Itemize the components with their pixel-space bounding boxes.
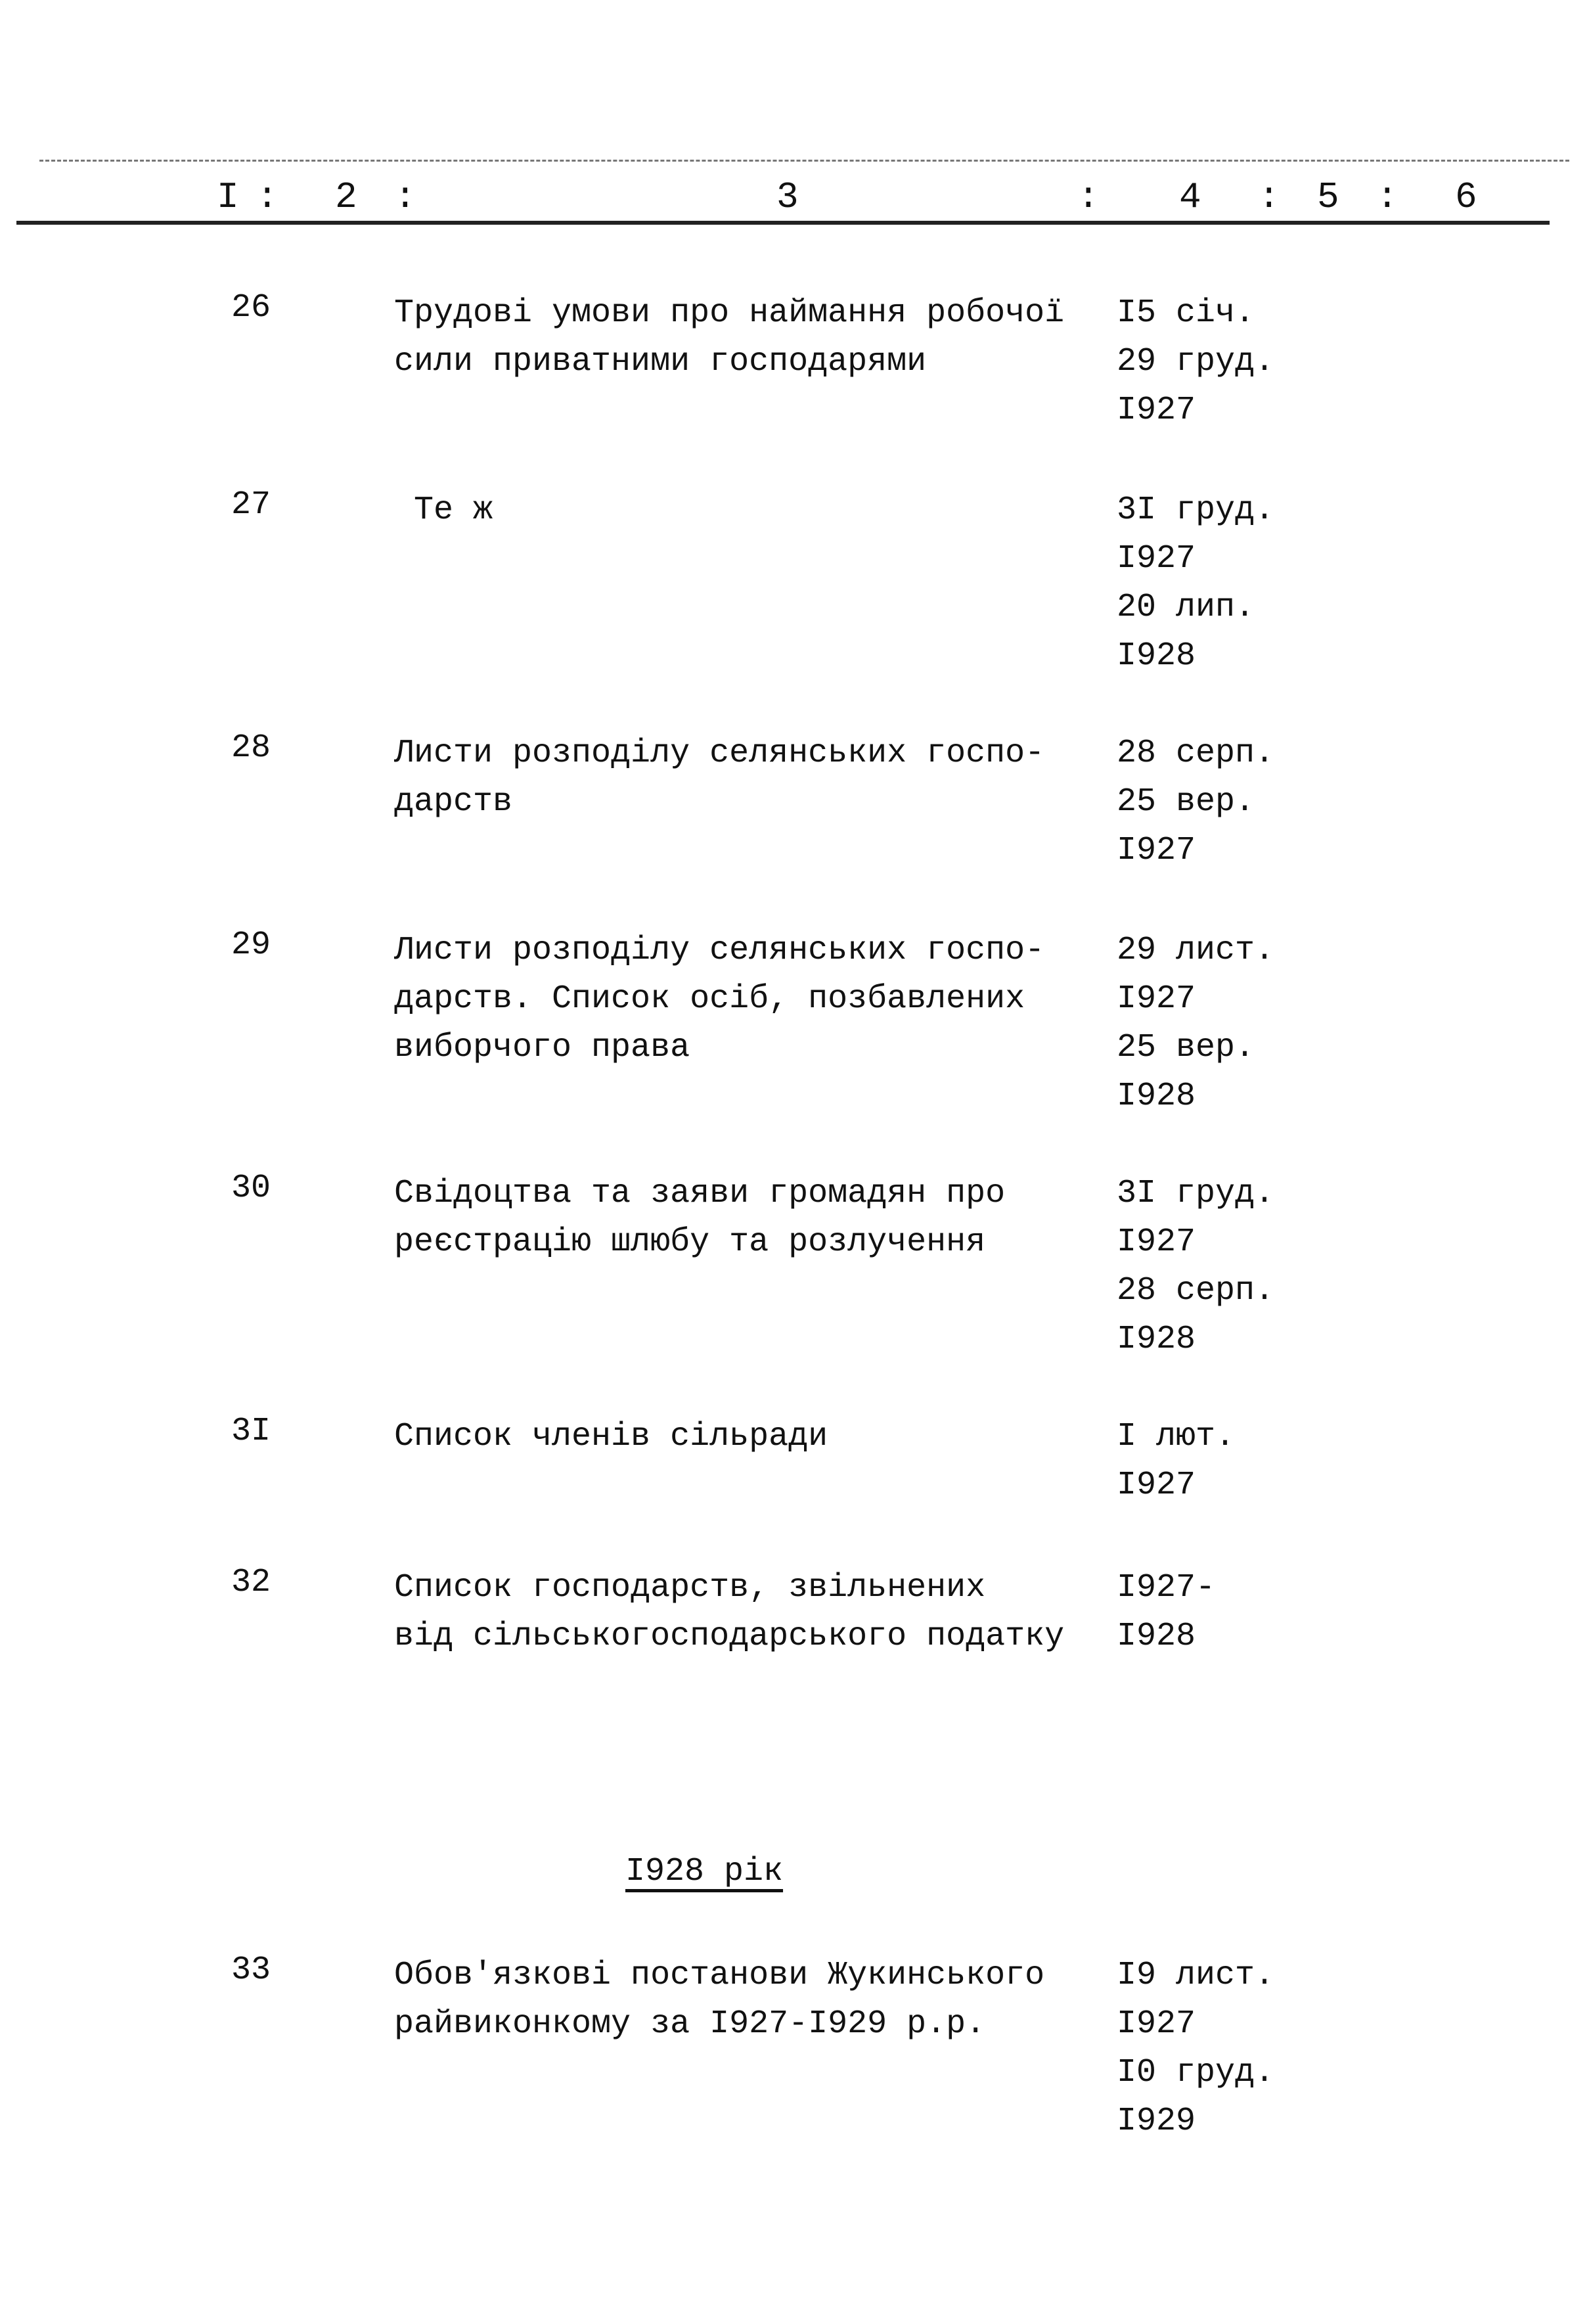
entry-title-line: Листи розподілу селянських госпо-	[394, 932, 1045, 969]
entry-date-line: I927	[1117, 980, 1196, 1018]
entry-date-line: I0 груд.	[1117, 2054, 1275, 2091]
entry-dates	[1117, 1170, 1274, 1364]
entry-date-line: I928	[1117, 1618, 1196, 1655]
entry-title-line: Список господарств, звільнених	[394, 1569, 986, 1606]
header-rule	[16, 221, 1550, 225]
column-separator: :	[1376, 176, 1399, 218]
column-number-3: 3	[776, 176, 799, 218]
entry-title-line: дарств	[394, 783, 513, 821]
entry-date-line: 25 вер.	[1117, 1029, 1255, 1066]
entry-number: 27	[231, 486, 271, 524]
entry-date-line: I5 січ.	[1117, 294, 1255, 332]
entry-title-line: Список членів сільради	[394, 1418, 828, 1455]
entry-date-line: I9 лист.	[1117, 1957, 1275, 1994]
entry-date-line: I928	[1117, 1078, 1196, 1115]
column-number-4: 4	[1179, 176, 1201, 218]
entry-date-line: I927	[1117, 392, 1196, 429]
top-dashed-rule	[39, 160, 1569, 162]
entry-dates	[1117, 1951, 1274, 2146]
entry-dates	[1117, 486, 1274, 681]
column-number-6: 6	[1455, 176, 1477, 218]
entry-title	[394, 926, 1044, 1072]
entry-date-line: I лют.	[1117, 1418, 1236, 1455]
column-number-2: 2	[335, 176, 357, 218]
entry-title	[394, 1170, 1005, 1267]
entry-date-line: 3I груд.	[1117, 491, 1275, 529]
entry-dates	[1117, 1413, 1235, 1510]
entry-date-line: I927	[1117, 540, 1196, 578]
entry-date-line: 29 лист.	[1117, 932, 1275, 969]
entry-date-line: I927	[1117, 2005, 1196, 2043]
entry-date-line: 25 вер.	[1117, 783, 1255, 821]
entry-title-line: райвиконкому за I927-I929 р.р.	[394, 2005, 986, 2043]
entry-date-line: I927	[1117, 832, 1196, 869]
entry-date-line: I927	[1117, 1223, 1196, 1261]
entry-date-line: 3I груд.	[1117, 1175, 1275, 1212]
entry-title-line: Обов'язкові постанови Жукинського	[394, 1957, 1045, 1994]
column-separator: :	[256, 176, 279, 218]
entry-title-line: сили приватними господарями	[394, 343, 927, 380]
entry-date-line: I927	[1117, 1467, 1196, 1504]
entry-number: 26	[231, 289, 271, 327]
entry-title	[394, 729, 1044, 827]
entry-title	[394, 289, 1064, 386]
entry-number: 32	[231, 1564, 271, 1601]
entry-number: 33	[231, 1951, 271, 1989]
entry-title-line: Свідоцтва та заяви громадян про	[394, 1175, 1006, 1212]
entry-date-line: I929	[1117, 2103, 1196, 2140]
entry-number: 29	[231, 926, 271, 964]
entry-title-line: Те ж	[394, 491, 493, 529]
entry-title	[394, 1413, 828, 1461]
entry-title-line: реєстрацію шлюбу та розлучення	[394, 1223, 986, 1261]
column-separator: :	[1258, 176, 1280, 218]
entry-date-line: I928	[1117, 637, 1196, 675]
column-number-5: 5	[1317, 176, 1339, 218]
entry-title-line: виборчого права	[394, 1029, 690, 1066]
column-separator: :	[1077, 176, 1100, 218]
entry-title-line: дарств. Список осіб, позбавлених	[394, 980, 1025, 1018]
entry-number: 3I	[231, 1413, 271, 1450]
entry-title	[394, 1951, 1044, 2049]
entry-title	[394, 1564, 1064, 1661]
section-heading-1928: I928 рік	[625, 1853, 784, 1890]
entry-date-line: I928	[1117, 1321, 1196, 1358]
column-separator: :	[394, 176, 416, 218]
entry-title-line: від сільськогосподарського податку	[394, 1618, 1065, 1655]
entry-title-line: Листи розподілу селянських госпо-	[394, 735, 1045, 772]
entry-date-line: I927-	[1117, 1569, 1216, 1606]
entry-number: 28	[231, 729, 271, 767]
column-number-1: I	[217, 176, 239, 218]
entry-title	[394, 486, 493, 535]
entry-date-line: 28 серп.	[1117, 735, 1275, 772]
entry-dates	[1117, 1564, 1215, 1661]
entry-date-line: 20 лип.	[1117, 589, 1255, 626]
entry-dates	[1117, 926, 1274, 1121]
entry-number: 30	[231, 1170, 271, 1207]
entry-date-line: 28 серп.	[1117, 1272, 1275, 1310]
entry-date-line: 29 груд.	[1117, 343, 1275, 380]
entry-dates	[1117, 729, 1274, 875]
entry-title-line: Трудові умови про наймання робочої	[394, 294, 1065, 332]
entry-dates	[1117, 289, 1274, 435]
